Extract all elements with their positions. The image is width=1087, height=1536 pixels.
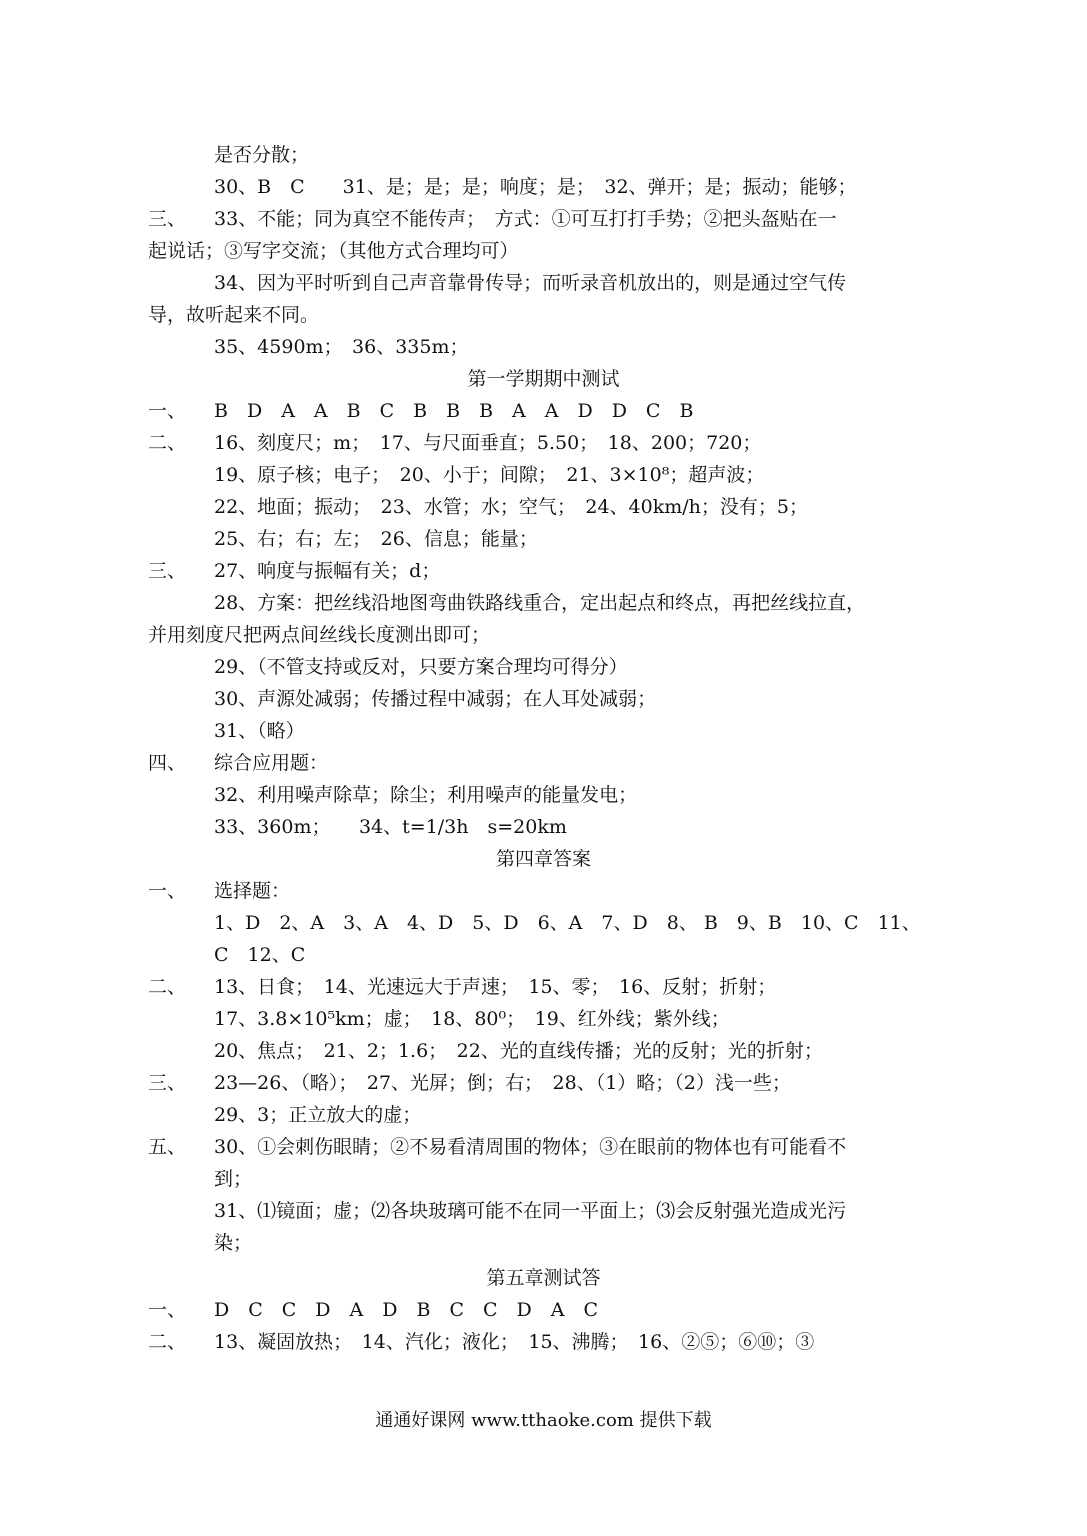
text-line: 染；: [214, 1232, 253, 1254]
section-title: 第一学期期中测试: [467, 368, 620, 390]
section-number: 三、: [148, 560, 187, 582]
text-line: 三、 27、响度与振幅有关；d；: [148, 555, 948, 587]
text-line: 25、右；右；左； 26、信息；能量；: [214, 528, 538, 550]
section-number: 一、: [148, 1299, 187, 1321]
section-number: 三、: [148, 1072, 187, 1094]
section-number: 四、: [148, 752, 187, 774]
text-line: 31、⑴镜面；虚；⑵各块玻璃可能不在同一平面上；⑶会反射强光造成光污: [214, 1200, 847, 1222]
text-line: 19、原子核；电子； 20、小于；间隙； 21、3×10⁸；超声波；: [214, 464, 765, 486]
text-line: 30、声源处减弱；传播过程中减弱；在人耳处减弱；: [214, 688, 657, 710]
section-number: 一、: [148, 880, 187, 902]
section-number: 五、: [148, 1136, 187, 1158]
section-number: 二、: [148, 432, 187, 454]
text-line: 二、 13、凝固放热； 14、汽化；液化； 15、沸腾； 16、②⑤；⑥⑩；③: [148, 1326, 948, 1358]
text-line: 三、 33、不能；同为真空不能传声； 方式：①可互打打手势；②把头盔贴在一: [148, 203, 948, 235]
text-line: 31、（略）: [214, 720, 305, 742]
text-line: 28、方案：把丝线沿地图弯曲铁路线重合，定出起点和终点，再把丝线拉直，: [214, 592, 866, 614]
text-line: 起说话；③写字交流；（其他方式合理均可）: [148, 240, 519, 262]
text-line: 二、 16、刻度尺；m； 17、与尺面垂直；5.50； 18、200；720；: [148, 427, 948, 459]
section-number: 一、: [148, 400, 187, 422]
text-line: 导，故听起来不同。: [148, 304, 320, 326]
text-line: 33、360m； 34、t=1/3h s=20km: [214, 816, 567, 838]
text-line: 29、3；正立放大的虚；: [214, 1104, 422, 1126]
text-line: 20、焦点； 21、2；1.6； 22、光的直线传播；光的反射；光的折射；: [214, 1040, 823, 1062]
text-line: 29、（不管支持或反对，只要方案合理均可得分）: [214, 656, 628, 678]
text-line: 二、 13、日食； 14、光速远大于声速； 15、零； 16、反射；折射；: [148, 971, 948, 1003]
text-line: 三、 23—26、（略）； 27、光屏；倒；右； 28、（1）略；（2）浅一些；: [148, 1067, 948, 1099]
text-line: 是否分散；: [214, 144, 310, 166]
text-line: 一、 选择题：: [148, 875, 948, 907]
text-line: 17、3.8×10⁵km；虚； 18、80⁰； 19、红外线；紫外线；: [214, 1008, 730, 1030]
section-number: 二、: [148, 1331, 187, 1353]
text-line: 34、因为平时听到自己声音靠骨传导；而听录音机放出的，则是通过空气传: [214, 272, 847, 294]
text-line: 32、利用噪声除草；除尘；利用噪声的能量发电；: [214, 784, 638, 806]
section-title: 第五章测试答: [486, 1267, 601, 1289]
section-title: 第四章答案: [495, 848, 591, 870]
text-line: 并用刻度尺把两点间丝线长度测出即可；: [148, 624, 491, 646]
section-number: 三、: [148, 208, 187, 230]
text-line: 到；: [214, 1168, 253, 1190]
text-line: C 12、C: [214, 944, 306, 966]
text-line: 35、4590m； 36、335m；: [214, 336, 469, 358]
text-line: 五、 30、①会刺伤眼睛；②不易看清周围的物体；③在眼前的物体也有可能看不: [148, 1131, 948, 1163]
text-line: 四、 综合应用题：: [148, 747, 948, 779]
text-line: 22、地面；振动； 23、水管；水；空气； 24、40km/h；没有；5；: [214, 496, 808, 518]
text-line: 1、D 2、A 3、A 4、D 5、D 6、A 7、D 8、 B 9、B 10、C 11、: [214, 912, 921, 934]
page-footer: 通通好课网 www.tthaoke.com 提供下载: [375, 1410, 712, 1431]
text-line: 一、 B D A A B C B B B A A D D C B: [148, 395, 948, 427]
text-line: 一、 D C C D A D B C C D A C: [148, 1294, 948, 1326]
section-number: 二、: [148, 976, 187, 998]
text-line: 30、B C 31、是；是；是；响度；是； 32、弹开；是；振动；能够；: [214, 176, 857, 198]
